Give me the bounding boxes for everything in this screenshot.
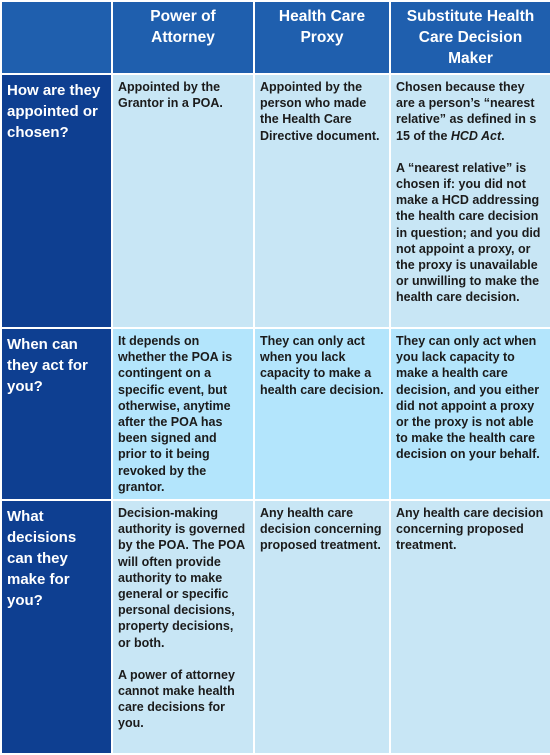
cell-text: Decision-making authority is governed by the POA. The POA will often provide authority to make general or specific personal decisions, property decisions, or both. [118, 506, 246, 650]
table-row [1, 328, 550, 500]
cell-substitute-decisions [390, 500, 550, 754]
cell-text: Any health care decision concerning proposed treatment. [260, 506, 382, 553]
cell-text: Appointed by the person who made the Health Care Directive document. [260, 80, 380, 143]
cell-poa-decisions [112, 500, 254, 754]
cell-text: Any health care decision concerning proposed treatment. [396, 506, 544, 553]
hcd-act-reference: HCD Act [450, 128, 502, 143]
cell-text [396, 79, 545, 144]
cell-text: They can only act when you lack capacity to make a health care decision, and you either did not appoint a proxy or the proxy is not able to make the health care decision on your behalf. [396, 334, 540, 462]
row-label-when-act: When can they act for you? [1, 328, 112, 500]
cell-proxy-appointed [254, 74, 390, 328]
row-label-appointed: How are they appointed or chosen? [1, 74, 112, 328]
cell-proxy-when [254, 328, 390, 500]
cell-substitute-when [390, 328, 550, 500]
cell-text: They can only act when you lack capacity to make a health care decision. [260, 334, 384, 397]
cell-text: It depends on whether the POA is contingent on a specific event, but otherwise, anytime after the POA has been signed and prior to it being revoked by the grantor. [118, 334, 233, 494]
text-segment: Chosen because they are a person’s “nearest relative” as defined in s 15 of the [396, 80, 537, 143]
cell-poa-when [112, 328, 254, 500]
text-segment: . [501, 128, 505, 143]
cell-text: Appointed by the Grantor in a POA. [118, 80, 223, 111]
header-power-of-attorney: Power of Attorney [112, 1, 254, 74]
header-row [1, 1, 550, 74]
cell-poa-appointed [112, 74, 254, 328]
table-row [1, 500, 550, 754]
row-label-decisions: What decisions can they make for you? [1, 500, 112, 754]
header-substitute-decision-maker: Substitute Health Care Decision Maker [390, 1, 550, 74]
table-row [1, 74, 550, 328]
cell-text: A “nearest relative” is chosen if: you did not make a HCD addressing the health care decision in question; and you did not appoint a proxy, or the proxy is unavailable or unwilling to make the health care decision. [396, 160, 541, 305]
cell-proxy-decisions [254, 500, 390, 754]
cell-text: A power of attorney cannot make health care decisions for you. [118, 667, 235, 731]
header-health-care-proxy: Health Care Proxy [254, 1, 390, 74]
cell-substitute-appointed [390, 74, 550, 328]
corner-cell [1, 1, 112, 74]
